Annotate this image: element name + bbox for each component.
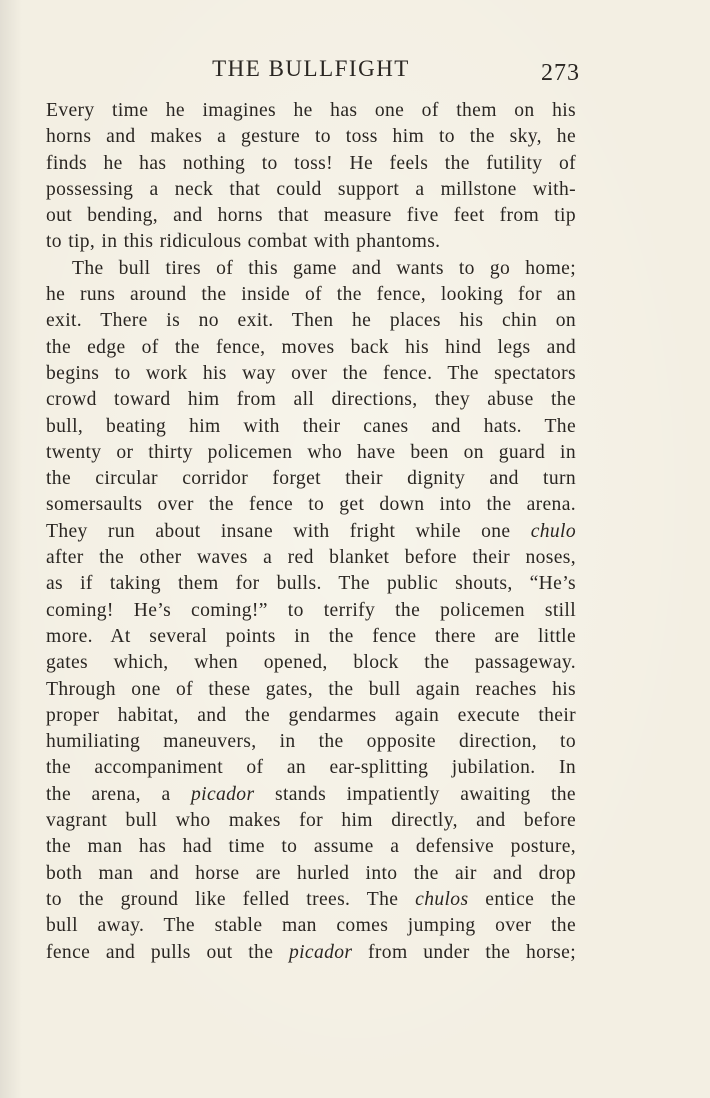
text-line: Every time he imagines he has one of them on his (46, 100, 576, 121)
text-line: The bull tires of this game and wants to go home; (72, 257, 576, 279)
text-line: out bending, and horns that measure five feet from tip (46, 205, 576, 227)
text-line: the arena, a picador stands impatiently awaiting the (46, 783, 576, 805)
text-line: gates which, when opened, block the passageway. (46, 652, 576, 674)
text-line: possessing a neck that could support a millstone with- (46, 178, 576, 200)
text-line: the edge of the fence, moves back his hind legs and (46, 336, 576, 358)
text-line: twenty or thirty policemen who have been on guard in (46, 441, 576, 463)
text-line: to tip, in this ridiculous combat with phantoms. (46, 231, 441, 253)
text-line: fence and pulls out the picador from under the horse; (46, 941, 576, 963)
text-line: the man has had time to assume a defensive posture, (46, 836, 576, 858)
text-line: both man and horse are hurled into the air and drop (46, 862, 576, 884)
text-line: humiliating maneuvers, in the opposite direction, to (46, 731, 576, 753)
text-line: They run about insane with fright while one chulo (46, 520, 576, 542)
text-line: bull, beating him with their canes and hats. The (46, 415, 576, 437)
italic-word: chulo (530, 520, 576, 542)
text-line: Through one of these gates, the bull again reaches his (46, 678, 576, 700)
gutter-shadow (0, 0, 22, 1098)
italic-word: picador (191, 783, 255, 805)
page-number: 273 (541, 60, 580, 86)
text-line: he runs around the inside of the fence, looking for an (46, 284, 576, 306)
text-line: the circular corridor forget their dignity and turn (46, 468, 576, 490)
text-line: as if taking them for bulls. The public shouts, “He’s (46, 573, 576, 595)
text-line: exit. There is no exit. Then he places his chin on (46, 310, 576, 332)
text-line: coming! He’s coming!” to terrify the policemen still (46, 599, 576, 621)
text-line: more. At several points in the fence there are little (46, 625, 576, 647)
text-line: after the other waves a red blanket before their noses, (46, 547, 576, 569)
running-head: THE BULLFIGHT (212, 56, 410, 81)
text-line: finds he has nothing to toss! He feels the futility of (46, 152, 576, 174)
text-line: begins to work his way over the fence. The spectators (46, 362, 576, 384)
italic-word: chulos (415, 888, 469, 910)
text-line: vagrant bull who makes for him directly, and before (46, 810, 576, 832)
italic-word: picador (288, 941, 353, 963)
text-line: somersaults over the fence to get down into the arena. (46, 494, 576, 516)
text-line: horns and makes a gesture to toss him to the sky, he (46, 126, 576, 148)
text-line: to the ground like felled trees. The chulos entice the (46, 888, 577, 910)
page-header (46, 56, 580, 96)
text-line: bull away. The stable man comes jumping over the (46, 915, 576, 937)
body-text (46, 98, 576, 966)
text-line: proper habitat, and the gendarmes again execute their (46, 704, 576, 726)
text-line: crowd toward him from all directions, they abuse the (46, 389, 576, 411)
text-line: the accompaniment of an ear-splitting jubilation. In (46, 757, 576, 779)
